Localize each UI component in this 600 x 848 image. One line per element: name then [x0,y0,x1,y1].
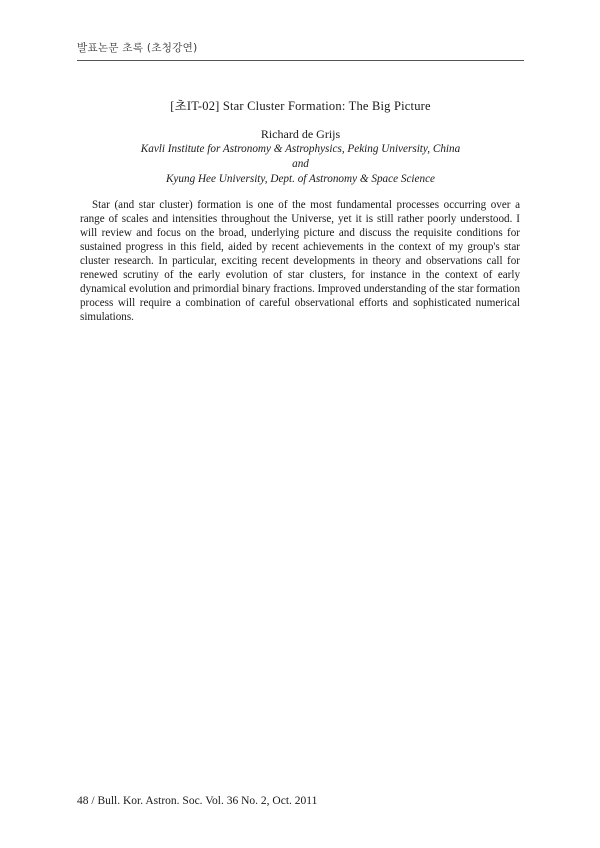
author-block [77,127,524,187]
affiliation-primary: Kavli Institute for Astronomy & Astrophysics, Peking University, China [140,143,461,155]
section-label: 발표논문 초록 (초청강연) [77,42,198,54]
abstract-body: Star (and star cluster) formation is one of the most fundamental processes occurring over a range of scales and intensities throughout the Universe, yet it is still rather poorly understood. I will review and focus on the broad, underlying picture and discuss the requisite conditions for sustained progress in this field, aided by recent achievements in the context of my group's star cluster research. In particular, exciting recent developments in theory and observations call for renewed scrutiny of the early evolution of star clusters, for instance in the context of early dynamical evolution and primordial binary fractions. Improved understanding of the star formation process will require a combination of careful observational efforts and sophisticated numerical simulations. [80,199,520,323]
page-header [77,40,524,61]
header-divider [77,60,524,61]
affiliation-secondary: Kyung Hee University, Dept. of Astronomy & Space Science [165,173,436,185]
abstract-title: [초IT-02] Star Cluster Formation: The Big Picture [170,99,431,113]
page-footer-citation: 48 / Bull. Kor. Astron. Soc. Vol. 36 No. 2, Oct. 2011 [77,795,318,807]
author-name: Richard de Grijs [260,127,341,141]
affiliation-conjunction: and [292,158,309,170]
